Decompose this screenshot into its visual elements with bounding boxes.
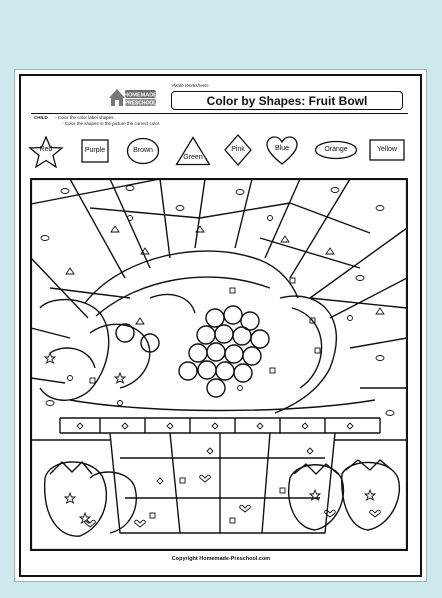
header-divider — [31, 113, 408, 114]
instructions — [34, 115, 160, 127]
key-label-red: Red — [39, 146, 53, 153]
worksheet-title-text: Color by Shapes: Fruit Bowl — [206, 93, 368, 108]
instructions-label: CHILD — [34, 115, 48, 120]
key-label-green: Green — [183, 154, 203, 161]
svg-text:HOMEMADE: HOMEMADE — [124, 92, 157, 99]
key-label-orange: Orange — [324, 146, 348, 153]
key-label-blue: Blue — [274, 145, 289, 152]
fruit-bowl-picture — [30, 178, 408, 551]
breadcrumb[interactable]: >Math Worksheets — [171, 83, 209, 88]
key-label-brown: Brown — [133, 147, 153, 154]
key-label-purple: Purple — [84, 147, 106, 154]
homemade-preschool-logo — [105, 84, 157, 108]
worksheet-title — [171, 91, 403, 110]
key-label-pink: Pink — [231, 146, 245, 153]
instructions-line-1: - Color the color label shapes. — [55, 115, 115, 120]
copyright-text: Copyright Homemade-Preschool.com — [171, 556, 271, 562]
svg-text:PRESCHOOL: PRESCHOOL — [124, 100, 157, 107]
triangle-icon — [175, 136, 211, 166]
instructions-line-2: - Color the shapes in the picture the correct color. — [62, 121, 161, 126]
key-label-yellow: Yellow — [377, 146, 397, 153]
